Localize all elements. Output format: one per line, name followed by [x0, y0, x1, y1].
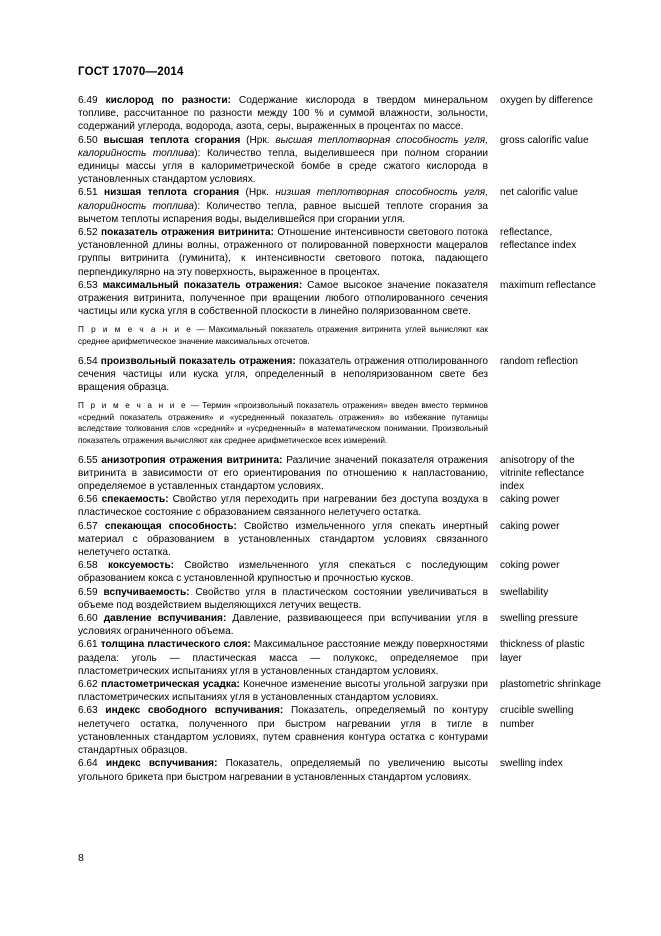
entry-term: произвольный показатель отражения:	[100, 355, 296, 367]
entry-term: давление вспучивания:	[103, 613, 227, 625]
entry-english-term: maximum reflectance	[500, 279, 596, 291]
term-entry	[78, 612, 638, 638]
note-label: П р и м е ч а н и е	[78, 401, 188, 411]
term-entry	[78, 94, 638, 134]
entry-definition	[78, 638, 488, 678]
entry-text: Показатель, определяемый по увеличению высоты угольного брикета при быстром нагревании в установленных стандартом условиях.	[78, 758, 488, 783]
note-text: — Термин «произвольный показатель отражения» введен вместо терминов «средний показатель отражения» и «усредненный показатель отражения» во избежание путаницы вследствие толкования слов «средний» и «усредненный» в математическом понимании. Произвольный показатель отражения вычисляют как среднее арифметическое всех измерений.	[78, 401, 488, 446]
entry-definition	[78, 678, 488, 704]
term-entry	[78, 678, 638, 704]
entry-term: спекаемость:	[101, 494, 169, 506]
term-entry	[78, 226, 638, 279]
entry-deprecated-prefix: (Нрк.	[239, 187, 276, 199]
entry-text: Различие значений показателя отражения витринита в зависимости от его ориентирования по отношению к напластованию, определяемое в уставленных стандартом условиях.	[78, 454, 488, 493]
entry-number: 6.53	[78, 279, 103, 291]
entry-term: показатель отражения витринита:	[101, 227, 274, 239]
page-header: ГОСТ 17070—2014	[78, 66, 184, 78]
entry-text: Показатель, определяемый по контуру нелетучего остатка, полученного при быстром нагревании угля в тигле в установленных стандартом условиях, путем сравнения контура остатка с контурами стандартных образцов.	[78, 705, 488, 757]
entry-number: 6.62	[78, 679, 101, 691]
entry-english-term: caking power	[500, 494, 560, 506]
term-entry	[78, 355, 638, 395]
entry-number: 6.55	[78, 454, 102, 466]
entry-text: Свойство угля в пластическом состоянии увеличиваться в объеме под воздействием выделяющихся летучих веществ.	[78, 586, 488, 611]
entry-english-term: net calorific value	[500, 187, 578, 199]
entry-term: низшая теплота сгорания	[104, 187, 240, 199]
entry-number: 6.54	[78, 355, 101, 367]
entry-english-term: swelling pressure	[500, 613, 578, 625]
entry-english-term: thickness of plastic layer	[500, 639, 585, 664]
entry-number: 6.56	[78, 494, 102, 506]
entry-english-term: swelling index	[500, 758, 563, 770]
entry-deprecated-prefix: (Нрк.	[240, 134, 276, 146]
page-number: 8	[78, 852, 84, 864]
entry-definition	[78, 279, 488, 319]
entry-english-term: anisotropy of the vitrinite reflectance index	[500, 454, 585, 493]
entry-english-term: gross calorific value	[500, 134, 589, 146]
entry-english-term: crucible swelling number	[500, 705, 574, 730]
entry-term: индекс свободного вспучивания:	[105, 705, 284, 717]
entry-text: показатель отражения отполированного сечения частицы или куска угля, определенный в неполяризованном свете без вращения образца.	[78, 355, 489, 394]
entry-english-term: swellability	[500, 586, 549, 598]
entry-definition	[78, 586, 488, 612]
entry-deprecated-term: низшая теплотворная способность угля, калорийность топлива	[78, 187, 489, 212]
term-entry	[78, 134, 638, 187]
document-body	[78, 94, 638, 784]
entry-english-term: caking power	[500, 520, 560, 532]
entry-definition	[78, 454, 488, 494]
entry-number: 6.63	[78, 705, 106, 717]
entry-number: 6.64	[78, 758, 106, 770]
entry-term: коксуемость:	[107, 560, 175, 572]
term-entry	[78, 638, 638, 678]
entry-number: 6.50	[78, 134, 104, 146]
entry-english-term: reflectance, reflectance index	[500, 227, 577, 252]
entry-definition	[78, 612, 488, 638]
term-entry	[78, 704, 638, 757]
entry-definition	[78, 520, 488, 560]
entry-term: высшая теплота сгорания	[103, 134, 241, 146]
entry-english-term: oxygen by difference	[500, 95, 593, 106]
term-entry	[78, 520, 638, 560]
term-entry	[78, 559, 638, 585]
entry-english-term: coking power	[500, 560, 560, 572]
entry-number: 6.49	[78, 95, 106, 106]
term-entry	[78, 186, 638, 226]
entry-term: спекающая способность:	[104, 520, 237, 532]
entry-number: 6.51	[78, 187, 104, 199]
entry-term: толщина пластического слоя:	[100, 639, 251, 651]
entry-term: анизотропия отражения витринита:	[101, 454, 283, 466]
entry-term: максимальный показатель отражения:	[102, 279, 303, 291]
entry-definition	[78, 226, 488, 279]
entry-definition	[78, 94, 488, 134]
note-label: П р и м е ч а н и е	[78, 325, 193, 335]
entry-definition	[78, 704, 488, 757]
entry-number: 6.57	[78, 520, 105, 532]
entry-note	[78, 324, 488, 347]
entry-english-term: plastometric shrinkage	[500, 679, 601, 691]
entry-number: 6.59	[78, 586, 104, 598]
entry-text: Максимальное расстояние между поверхностями раздела: уголь — пластическая масса — полукокс, определяемое при пластометрических испытаниях угля в установленных стандартом условиях.	[78, 639, 489, 677]
entry-text: ): Количество тепла, равное высшей теплоте сгорания за вычетом теплоты испарения воды, выделившейся при сгорании угля.	[78, 200, 488, 225]
entry-deprecated-term: высшая теплотворная способность угля, калорийность топлива	[78, 134, 488, 159]
term-entry	[78, 454, 638, 494]
entry-text: Свойство измельченного угля спекаться с последующим образованием кокса с установленной крупностью и прочностью кусков.	[78, 560, 488, 585]
entry-number: 6.52	[78, 227, 102, 239]
entry-text: Давление, развивающееся при вспучивании угля в условиях ограниченного объема.	[78, 613, 488, 638]
term-entry	[78, 493, 638, 519]
entry-definition	[78, 134, 488, 187]
entry-note	[78, 400, 488, 446]
entry-number: 6.60	[78, 613, 104, 625]
entry-text: Самое высокое значение показателя отражения витринита, полученное при вращении любого отполированного сечения частицы или куска угля в собственной плоскости в линейно поляризованном свете.	[78, 279, 488, 318]
entry-definition	[78, 355, 488, 395]
entry-text: ): Количество тепла, выделившееся при полном сгорании единицы массы угля в калориметрической бомбе в среде сжатого кислорода в установленных стандартом условиях.	[78, 147, 488, 186]
entry-text: Отношение интенсивности светового потока установленной длины волны, отраженного от полированной поверхности мацералов группы витринита (гуминита), к интенсивности светового потока, падающего перпендикулярно на эту поверхность, выраженное в процентах.	[78, 227, 488, 278]
entry-definition	[78, 186, 488, 226]
entry-definition	[78, 493, 488, 519]
entry-english-term: random reflection	[500, 355, 578, 367]
entry-definition	[78, 757, 488, 783]
term-entry	[78, 757, 638, 783]
entry-term: индекс вспучивания:	[105, 758, 218, 770]
entry-text: Свойство измельченного угля спекать инертный материал с образованием в установленных стандартом условиях связанного нелетучего остатка.	[78, 520, 488, 559]
entry-text: Конечное изменение высоты угольной загрузки при пластометрических испытаниях угля в установленных стандартом условиях.	[78, 679, 488, 704]
entry-definition	[78, 559, 488, 585]
note-text: — Максимальный показатель отражения витринита углей вычисляют как среднее арифметическое значение максимальных отсчетов.	[78, 325, 488, 347]
entry-term: пластометрическая усадка:	[101, 679, 240, 691]
term-entry	[78, 279, 638, 319]
term-entry	[78, 586, 638, 612]
entry-text: Свойство угля переходить при нагревании без доступа воздуха в пластическое состояние с образованием связанного нелетучего остатка.	[78, 494, 488, 519]
entry-term: вспучиваемость:	[103, 586, 190, 598]
entry-number: 6.61	[78, 639, 101, 651]
entry-term: кислород по разности:	[105, 95, 231, 106]
entry-number: 6.58	[78, 560, 108, 572]
entry-text: Содержание кислорода в твердом минеральном топливе, рассчитанное по разности между 100 % и суммой влажности, зольности, содержаний углерода, водорода, азота, серы, выраженных в процентах по массе.	[78, 95, 488, 133]
